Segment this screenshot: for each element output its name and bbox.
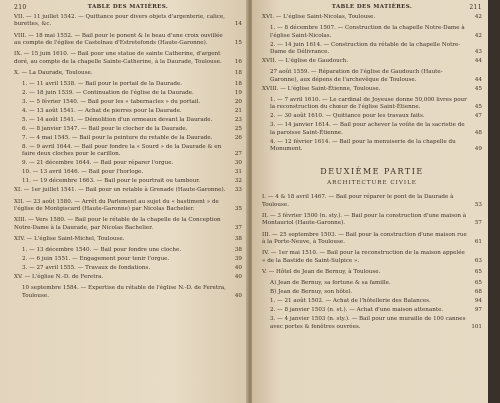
- right-entries: [262, 14, 482, 153]
- toc-entry-page: 16: [234, 58, 242, 65]
- toc-entry-text: 1. — 7 avril 1610. — Le cardinal de Joyeuse donne 50,000 livres pour la reconstruction du chœur de l'église Saint-Étienne.: [270, 96, 467, 111]
- toc-entry-text: XIV. — L'église Saint-Michel, Toulouse.: [14, 235, 125, 242]
- toc-entry-text: 1. — 8 décembre 1507. — Construction de la chapelle Notre-Dame à l'église Saint-Nicolas.: [270, 25, 465, 39]
- toc-entry-page: 35: [234, 206, 242, 213]
- toc-entry-page: 32: [234, 178, 242, 185]
- toc-entry-text: 10 septembre 1584. — Expertise du rétable de l'église N.-D. de Feretra, Toulouse.: [22, 285, 226, 299]
- toc-entry-text: 10. — 13 avril 1646. — Bail pour l'horloge.: [22, 169, 144, 176]
- toc-entry-page: 23: [234, 117, 242, 124]
- toc-entry-page: 39: [234, 256, 242, 263]
- toc-entry: [262, 250, 482, 265]
- toc-entry-text: 4. — 12 février 1614. — Bail pour la menuiserie de la chapelle du Monument.: [270, 138, 456, 153]
- toc-entry-page: 45: [474, 85, 482, 92]
- section-subtitle: ARCHITECTURE CIVILE: [327, 180, 417, 187]
- toc-entry: [262, 58, 482, 65]
- toc-entry: [262, 42, 482, 57]
- toc-entry: [262, 280, 482, 287]
- toc-entry-text: 2. — 8 janvier 1503 (n. st.). — Achat d'une maison attenante.: [270, 307, 444, 314]
- toc-entry: [14, 274, 242, 281]
- toc-entry-page: 94: [474, 298, 482, 305]
- left-running-title: TABLE DES MATIÈRES.: [87, 4, 169, 10]
- toc-entry-text: 1. — 11 avril 1538. — Bail pour le portail de la Daurade.: [22, 81, 182, 88]
- toc-entry: [14, 199, 242, 214]
- toc-entry: [262, 316, 482, 331]
- toc-entry-page: 63: [474, 257, 482, 264]
- section-title: DEUXIÈME PARTIE: [320, 167, 424, 177]
- left-page-number: 210: [14, 4, 27, 11]
- toc-entry: [262, 69, 482, 84]
- toc-entry-text: 3. — 4 janvier 1503 (n. sty.). — Bail pour une muraille de 100 cannes avec portes & fenêtres ouvrées.: [270, 316, 466, 330]
- toc-entry-text: XII. — 23 août 1580. — Arrêt du Parlement au sujet du « bastiment » de l'église de Montgiscard (Haute-Garonne) par Nicolas Bachelier.: [14, 198, 219, 213]
- toc-entry-page: 101: [471, 323, 482, 330]
- toc-entry-page: 18: [234, 81, 242, 88]
- toc-entry: [262, 139, 482, 154]
- toc-entry-text: 1. — 21 août 1502. — Achat de l'hôtellerie des Balances.: [270, 298, 431, 305]
- toc-entry-text: B) Jean de Bernuy, son hôtel.: [270, 289, 352, 296]
- toc-entry: [14, 70, 242, 77]
- toc-entry-text: X. — La Daurade, Toulouse.: [14, 69, 93, 76]
- toc-entry: [14, 265, 242, 272]
- toc-entry-page: 33: [234, 187, 242, 194]
- toc-entry: [262, 14, 482, 21]
- toc-entry: [14, 99, 242, 106]
- toc-entry: [262, 86, 482, 93]
- toc-entry-page: 97: [474, 307, 482, 314]
- toc-entry-page: 65: [474, 268, 482, 275]
- toc-entry-page: 57: [474, 220, 482, 227]
- toc-entry-page: 26: [234, 135, 242, 142]
- toc-entry-text: 27 août 1559. — Réparation de l'église de Gaudouch (Haute-Garonne), aux dépens de l'archevêque de Toulouse.: [270, 69, 443, 83]
- right-running-head: [262, 4, 482, 14]
- toc-entry-page: 38: [234, 235, 242, 242]
- left-running-head: [14, 4, 242, 14]
- toc-entry-page: 21: [234, 108, 242, 115]
- toc-entry-text: 7. — 4 mai 1545. — Bail pour la peinture du retable de la Daurade.: [22, 135, 213, 142]
- toc-entry: [14, 14, 242, 29]
- left-page: [0, 0, 248, 403]
- toc-entry-page: 53: [474, 201, 482, 208]
- toc-entry: [262, 269, 482, 276]
- toc-entry-text: 6. — 8 janvier 1547. — Bail pour le clocher de la Daurade.: [22, 126, 188, 133]
- toc-entry-page: 40: [234, 292, 242, 299]
- toc-entry-page: 20: [234, 99, 242, 106]
- toc-entry: [14, 247, 242, 254]
- toc-entry-page: 30: [234, 160, 242, 167]
- toc-entry: [262, 307, 482, 314]
- toc-entry-page: 42: [474, 32, 482, 39]
- toc-entry-text: 11. — 19 décembre 1663. — Bail pour le pourtrait ou tambour.: [22, 178, 201, 185]
- toc-entry-text: V. — Hôtel de Jean de Bernuy, à Toulouse.: [262, 268, 381, 275]
- toc-entry-text: 5. — 14 août 1541. — Démolition d'un ormeaux devant la Daurade.: [22, 117, 213, 124]
- toc-entry-page: 31: [234, 169, 242, 176]
- toc-entry-text: I. — 4 & 18 avril 1467. — Bail pour réparer le pont de la Daurade à Toulouse.: [262, 194, 454, 208]
- toc-entry-text: 2. — 30 août 1610. — Quittance pour les travaux faits.: [270, 113, 425, 120]
- toc-entry-page: 65: [474, 280, 482, 287]
- toc-entry-text: II. — 3 février 1500 (n. sty.). — Bail pour la construction d'une maison à Montauriol (Haute-Garonne).: [262, 213, 467, 227]
- toc-entry: [262, 113, 482, 120]
- right-page: [252, 0, 488, 403]
- toc-entry-text: IV. — 1er mai 1510. — Bail pour la reconstruction de la maison appelée « de la Bastide de Saint-Sulpice ».: [262, 250, 465, 264]
- toc-entry-page: 42: [474, 14, 482, 20]
- toc-entry: [14, 160, 242, 167]
- toc-entry-page: 44: [474, 58, 482, 65]
- toc-entry-page: 19: [234, 90, 242, 97]
- toc-entry: [14, 285, 242, 300]
- toc-entry: [14, 126, 242, 133]
- toc-entry-page: 61: [474, 239, 482, 246]
- toc-entry: [14, 81, 242, 88]
- toc-entry-text: III. — 25 septembre 1503. — Bail pour la construction d'une maison rue à la Porte-Neuve, à Toulouse.: [262, 231, 467, 246]
- toc-entry: [14, 187, 242, 194]
- toc-entry: [14, 236, 242, 243]
- toc-entry: [262, 97, 482, 112]
- toc-entry-text: XI. — 1er juillet 1541. — Bail pour un retable à Grenade (Haute-Garonne).: [14, 187, 226, 194]
- toc-entry: [14, 144, 242, 159]
- toc-entry: [14, 217, 242, 232]
- toc-entry: [14, 169, 242, 176]
- toc-entry-page: 27: [234, 151, 242, 158]
- toc-entry-page: 25: [234, 126, 242, 133]
- toc-entry-page: 68: [474, 289, 482, 296]
- toc-entry-text: 3. — 14 janvier 1614. — Bail pour achever la voûte de la sacristie de la paroisse Saint-Étienne.: [270, 122, 465, 136]
- toc-entry-text: 2. — 6 juin 1551. — Engagement pour tenir l'orgue.: [22, 256, 170, 263]
- toc-entry-text: VIII. — 18 mai 1552. — Bail pour le ponent & le beau d'une croix ouvillée au compte de l'église de Castelnau d'Estretefonds (Haute-Garonne).: [14, 32, 223, 47]
- toc-entry: [14, 90, 242, 97]
- toc-entry-text: XVII. — L'église de Gaudouch.: [262, 58, 349, 65]
- toc-entry-text: 4. — 13 août 1541. — Achat de pierres pour la Daurade.: [22, 108, 182, 115]
- toc-entry-page: 43: [474, 49, 482, 56]
- toc-entry-text: 9. — 21 décembre 1644. — Bail pour réparer l'orgue.: [22, 160, 174, 167]
- toc-entry: [262, 122, 482, 137]
- toc-entry-text: XIII. — Vers 1580. — Bail pour le rétable de la chapelle de la Conception Notre-Dame à la Daurade, par Nicolas Bachelier.: [14, 217, 221, 231]
- toc-entry-text: 3. — 5 février 1540. — Bail pour les « tabernacles » du portail.: [22, 99, 201, 106]
- right-page-number: 211: [469, 4, 482, 11]
- toc-entry: [262, 25, 482, 40]
- toc-entry-page: 49: [474, 146, 482, 153]
- right-running-title: TABLE DES MATIÈRES.: [331, 4, 413, 10]
- toc-entry-page: 18: [234, 69, 242, 76]
- toc-entry-text: 2. — 14 juin 1614. — Construction du rétable de la chapelle Notre-Dame de Délivrance.: [270, 41, 461, 56]
- toc-entry: [14, 51, 242, 66]
- toc-entry-page: 14: [234, 21, 242, 28]
- toc-entry-page: 40: [234, 265, 242, 272]
- toc-entry-text: VII. — 11 juillet 1542. — Quittance pour divers objets d'argenterie, calice, burettes, &c.: [14, 14, 225, 28]
- toc-entry: [14, 256, 242, 263]
- toc-entry-text: IX. — 15 juin 1610. — Bail pour une statue de sainte Catherine, d'argent doré, au compte de la chapelle Sainte-Catherine, à la Daurade, Toulouse.: [14, 51, 222, 65]
- page-edge: [488, 0, 500, 403]
- toc-entry-text: 3. — 27 avril 1555. — Travaux de fondations.: [22, 265, 151, 272]
- right-entries-second-part: [262, 194, 482, 330]
- toc-entry-page: 40: [234, 274, 242, 281]
- toc-entry: [14, 117, 242, 124]
- toc-entry-page: 44: [474, 76, 482, 83]
- toc-entry: [262, 232, 482, 247]
- toc-entry-page: 47: [474, 113, 482, 120]
- toc-entry-text: XVI. — L'église Saint-Nicolas, Toulouse.: [262, 14, 376, 20]
- toc-entry: [14, 135, 242, 142]
- toc-entry-text: 2. — 18 juin 1539. — Continuation de l'église de la Daurade.: [22, 90, 194, 97]
- toc-entry: [14, 108, 242, 115]
- toc-entry-page: 38: [234, 247, 242, 254]
- toc-entry: [262, 289, 482, 296]
- toc-entry: [262, 298, 482, 305]
- toc-entry: [14, 33, 242, 48]
- toc-entry-text: 8. — 9 avril 1644. — Bail pour fondre la « Sourd » de la Daurade & en faire deux cloches pour le carillon.: [22, 144, 222, 158]
- toc-entry-page: 48: [474, 129, 482, 136]
- left-entries: [14, 14, 242, 300]
- toc-entry-text: XV. — L'église N.-D. de Feretra.: [14, 274, 104, 281]
- toc-entry-page: 45: [474, 104, 482, 111]
- toc-entry-text: XVIII. — L'église Saint-Étienne, Toulouse.: [262, 85, 381, 92]
- toc-entry: [14, 178, 242, 185]
- toc-entry: [262, 213, 482, 228]
- toc-entry-page: 37: [234, 224, 242, 231]
- toc-entry-page: 15: [234, 40, 242, 47]
- toc-entry-text: A) Jean de Bernuy, sa fortune & sa famille.: [270, 280, 391, 287]
- toc-entry: [262, 194, 482, 209]
- toc-entry-text: 1. — 13 décembre 1540. — Bail pour fondre une cloche.: [22, 247, 182, 254]
